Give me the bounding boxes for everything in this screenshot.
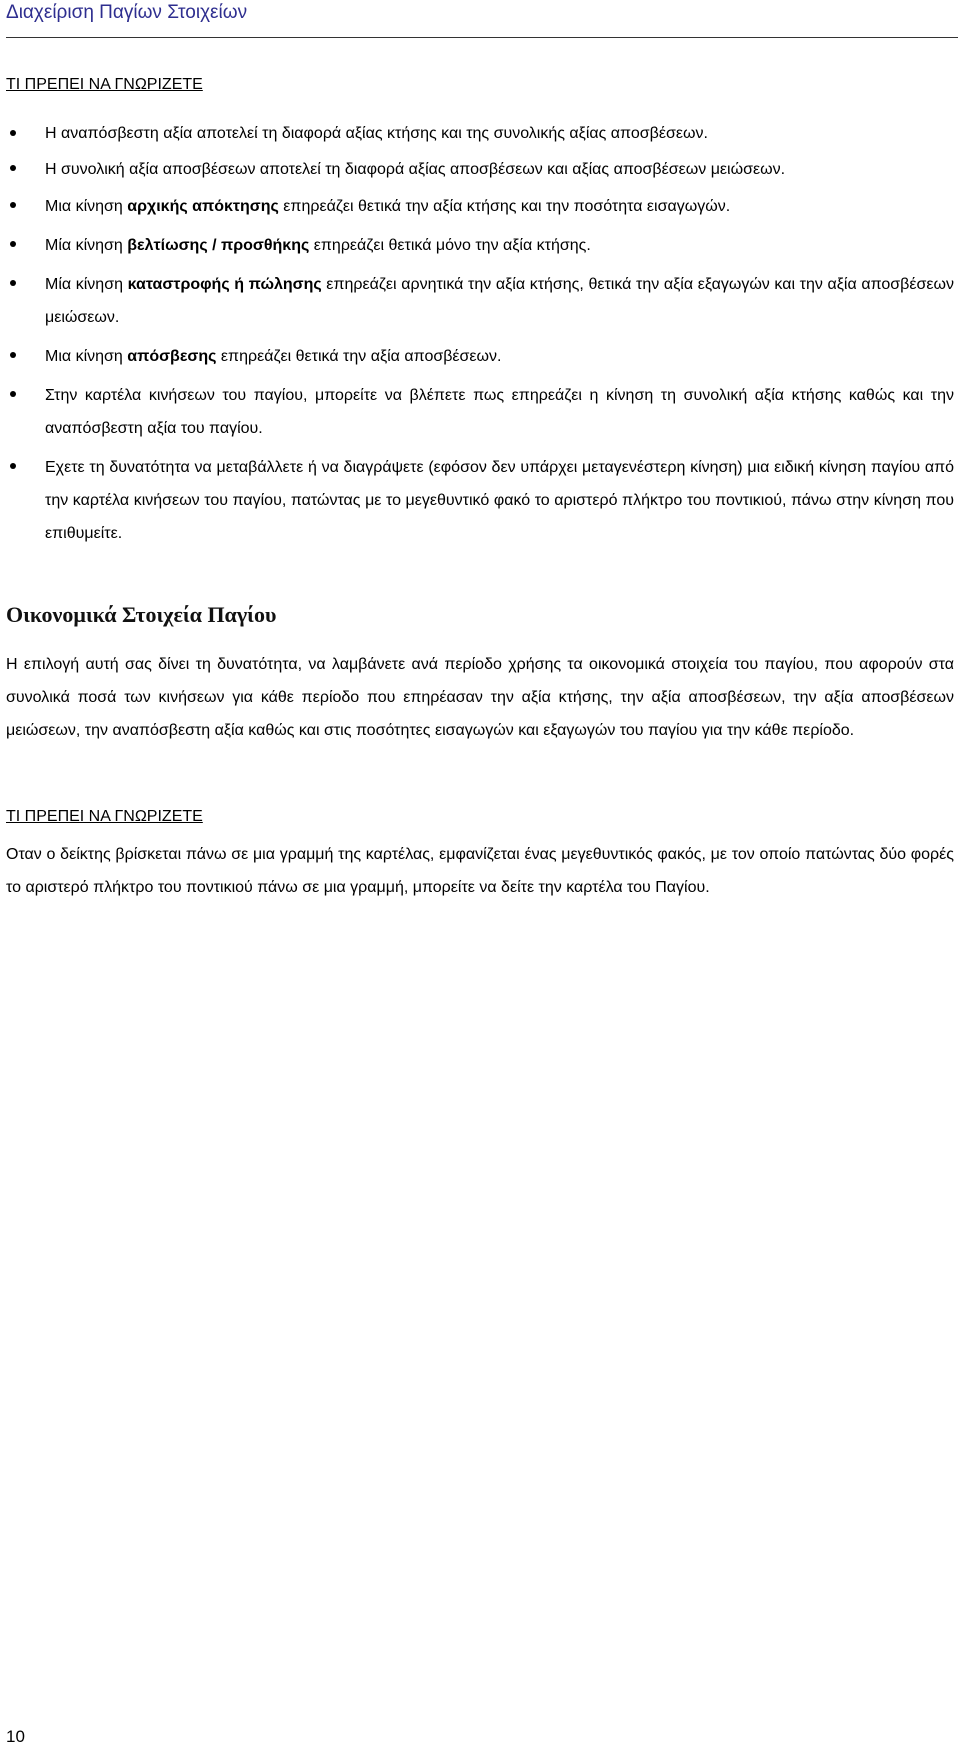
bullet-text: επηρεάζει αρνητικά την αξία κτήσης, θετικά την αξία εξαγωγών και την αξία αποσβέσεων μειώσεων. xyxy=(45,276,954,326)
section-intro-paragraph: Η επιλογή αυτή σας δίνει τη δυνατότητα, να λαμβάνετε ανά περίοδο χρήσης τα οικονομικά στοιχεία του παγίου, που αφορούν στα συνολικά ποσά των κινήσεων για κάθε περίοδο που επηρέασαν την αξία κτήσης, την αξία αποσβέσεων, την αξία αποσβέσεων μειώσεων, την αναπόσβεστη αξία καθώς και στις ποσότητες εισαγωγών και εξαγωγών του παγίου για την κάθε περίοδο. xyxy=(6,656,954,739)
bullet-text: Μία κίνηση xyxy=(45,276,128,293)
bullet-dot-icon xyxy=(10,202,16,208)
bullet-text: επηρεάζει θετικά την αξία αποσβέσεων. xyxy=(216,348,502,365)
bullet-bold-term: απόσβεσης xyxy=(127,348,217,365)
bullet-text: Μια κίνηση xyxy=(45,348,128,365)
bullet-dot-icon xyxy=(10,280,16,286)
bullet-text: Μια κίνηση xyxy=(45,198,128,215)
bullet-dot-icon xyxy=(10,352,16,358)
bullet-bold-term: καταστροφής ή πώλησης xyxy=(127,276,322,293)
bullet-text: επηρεάζει θετικά την αξία κτήσης και την ποσότητα εισαγωγών. xyxy=(278,198,731,215)
notice-label: ΤΙ ΠΡΕΠΕΙ ΝΑ ΓΝΩΡΙΖΕΤΕ xyxy=(6,808,203,825)
bullet-text: Η συνολική αξία αποσβέσεων αποτελεί τη διαφορά αξίας αποσβέσεων και αξίας αποσβέσεων μειώσεων. xyxy=(45,161,786,178)
section-note-paragraph: Οταν ο δείκτης βρίσκεται πάνω σε μια γραμμή της καρτέλας, εμφανίζεται ένας μεγεθυντικός φακός, με τον οποίο πατώντας δύο φορές το αριστερό πλήκτρο του ποντικιού πάνω σε μια γραμμή, μπορείτε να δείτε την καρτέλα του Παγίου. xyxy=(6,846,954,896)
bullet-bold-term: αρχικής απόκτησης xyxy=(127,198,279,215)
bullet-item xyxy=(0,153,960,186)
bullet-item xyxy=(0,379,960,445)
bullet-item xyxy=(0,229,960,262)
bullet-item xyxy=(0,340,960,373)
page-number: 10 xyxy=(6,1727,25,1746)
bullet-item xyxy=(0,451,960,550)
bullet-dot-icon xyxy=(10,165,16,171)
header-rule xyxy=(6,37,958,38)
bullet-dot-icon xyxy=(10,391,16,397)
bullet-dot-icon xyxy=(10,241,16,247)
bullet-text: Στην καρτέλα κινήσεων του παγίου, μπορείτε να βλέπετε πως επηρεάζει η κίνηση τη συνολική αξία κτήσης καθώς και την αναπόσβεστη αξία του παγίου. xyxy=(45,387,954,437)
bullet-bold-term: βελτίωσης / προσθήκης xyxy=(127,237,310,254)
bullet-text: Εχετε τη δυνατότητα να μεταβάλλετε ή να διαγράψετε (εφόσον δεν υπάρχει μεταγενέστερη κίνηση) μια ειδική κίνηση παγίου από την καρτέλα κινήσεων του παγίου, πατώντας με το μεγεθυντικό φακό το αριστερό πλήκτρο του ποντικιού, πάνω στην κίνηση που επιθυμείτε. xyxy=(45,459,954,542)
bullet-dot-icon xyxy=(10,130,16,136)
bullet-item xyxy=(0,120,960,147)
bullet-text: Η αναπόσβεστη αξία αποτελεί τη διαφορά αξίας κτήσης και της συνολικής αξίας αποσβέσεων. xyxy=(45,125,708,142)
bullet-text: Μία κίνηση xyxy=(45,237,128,254)
notice-label: ΤΙ ΠΡΕΠΕΙ ΝΑ ΓΝΩΡΙΖΕΤΕ xyxy=(6,76,203,93)
bullet-dot-icon xyxy=(10,463,16,469)
running-header-title: Διαχείριση Παγίων Στοιχείων xyxy=(6,2,248,23)
section-heading: Οικονομικά Στοιχεία Παγίου xyxy=(6,602,277,627)
bullet-item xyxy=(0,268,960,334)
bullet-text: επηρεάζει θετικά μόνο την αξία κτήσης. xyxy=(309,237,591,254)
notes-bullet-list xyxy=(0,120,960,556)
bullet-item xyxy=(0,190,960,223)
